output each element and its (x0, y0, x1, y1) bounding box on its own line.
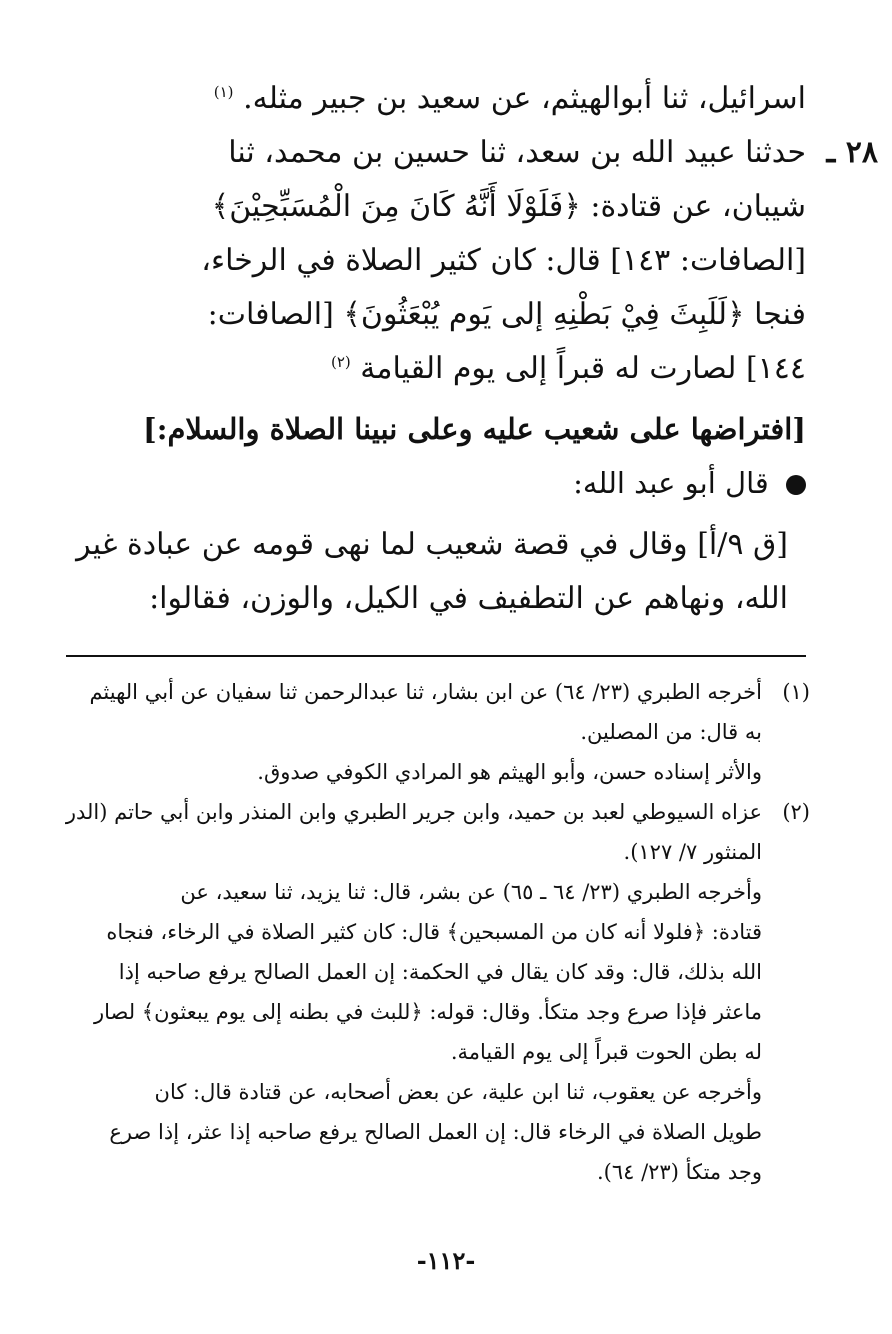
main-text (66, 72, 878, 626)
footnote-line: به قال: من المصلين. (580, 720, 762, 744)
section-heading: [افتراضها على شعيب عليه وعلى نبينا الصلاة والسلام:] (143, 412, 806, 446)
footnote-line: والأثر إسناده حسن، وأبو الهيثم هو المرادي الكوفي صدوق. (257, 760, 762, 784)
bullet-line (66, 456, 806, 510)
footnote-line: المنثور ٧/ ١٢٧). (623, 840, 762, 864)
footnote (66, 672, 810, 792)
hadith-line (66, 342, 806, 396)
footnote-label: (٢) (782, 800, 810, 824)
footnote-line: وجد متكأ (٢٣/ ٦٤). (596, 1160, 762, 1184)
footnote (65, 792, 810, 1192)
footnote-ref: (٢) (330, 353, 351, 371)
footnotes (65, 672, 810, 1192)
line-text: ١٤٤] لصارت له قبراً إلى يوم القيامة (360, 351, 806, 386)
footnote-line: وأخرجه عن يعقوب، ثنا ابن علية، عن بعض أصحابه، عن قتادة قال: كان (154, 1080, 762, 1104)
hadith-entry (66, 126, 878, 396)
footnote-label: (١) (782, 680, 810, 704)
paragraph-line: الله، ونهاهم عن التطفيف في الكيل، والوزن، فقالوا: (149, 581, 788, 616)
footnote-line: عزاه السيوطي لعبد بن حميد، وابن جرير الطبري وابن المنذر وابن أبي حاتم (الدر (65, 800, 762, 824)
page-number: -١١٢- (416, 1246, 476, 1275)
bullet-icon (786, 475, 806, 495)
paragraph-line: [ق ٩/أ] وقال في قصة شعيب لما نهى قومه عن عبادة غير (76, 527, 788, 562)
footnote-divider (66, 655, 806, 657)
hadith-line: شيبان، عن قتادة: ﴿فَلَوْلَا أَنَّهُ كَانَ مِنَ الْمُسَبِّحِيْنَ﴾ (211, 189, 806, 224)
footnote-line: الله بذلك، قال: وقد كان يقال في الحكمة: إن العمل الصالح يرفع صاحبه إذا (118, 960, 762, 984)
bullet-text: قال أبو عبد الله: (573, 466, 769, 500)
footnote-ref: (١) (213, 83, 234, 101)
footnote-line: وأخرجه الطبري (٢٣/ ٦٤ ـ ٦٥) عن بشر، قال: ثنا يزيد، ثنا سعيد، عن (180, 880, 762, 904)
footnote-line: له بطن الحوت قبراً إلى يوم القيامة. (450, 1040, 762, 1064)
hadith-line: [الصافات: ١٤٣] قال: كان كثير الصلاة في الرخاء، (201, 243, 806, 278)
footnote-line: ماعثر فإذا صرع وجد متكأ. وقال: قوله: ﴿للبث في بطنه إلى يوم يبعثون﴾ لصار (93, 1000, 762, 1024)
line-text: اسرائيل، ثنا أبوالهيثم، عن سعيد بن جبير مثله. (243, 81, 806, 116)
text-line (66, 72, 806, 126)
footnote-line: طويل الصلاة في الرخاء قال: إن العمل الصالح يرفع صاحبه إذا عثر، إذا صرع (109, 1120, 762, 1144)
footnote-line: أخرجه الطبري (٢٣/ ٦٤) عن ابن بشار، ثنا عبدالرحمن ثنا سفيان عن أبي الهيثم (89, 680, 762, 704)
hadith-line: فنجا ﴿لَلَبِثَ فِيْ بَطْنِهِ إلى يَوم يُبْعَثُونَ﴾ [الصافات: (207, 297, 806, 332)
paragraph (66, 518, 806, 626)
hadith-number: ٢٨ ـ (826, 135, 878, 170)
hadith-line: حدثنا عبيد الله بن سعد، ثنا حسين بن محمد، ثنا (228, 135, 806, 170)
footnote-line: قتادة: ﴿فلولا أنه كان من المسبحين﴾ قال: كان كثير الصلاة في الرخاء، فنجاه (106, 920, 762, 944)
